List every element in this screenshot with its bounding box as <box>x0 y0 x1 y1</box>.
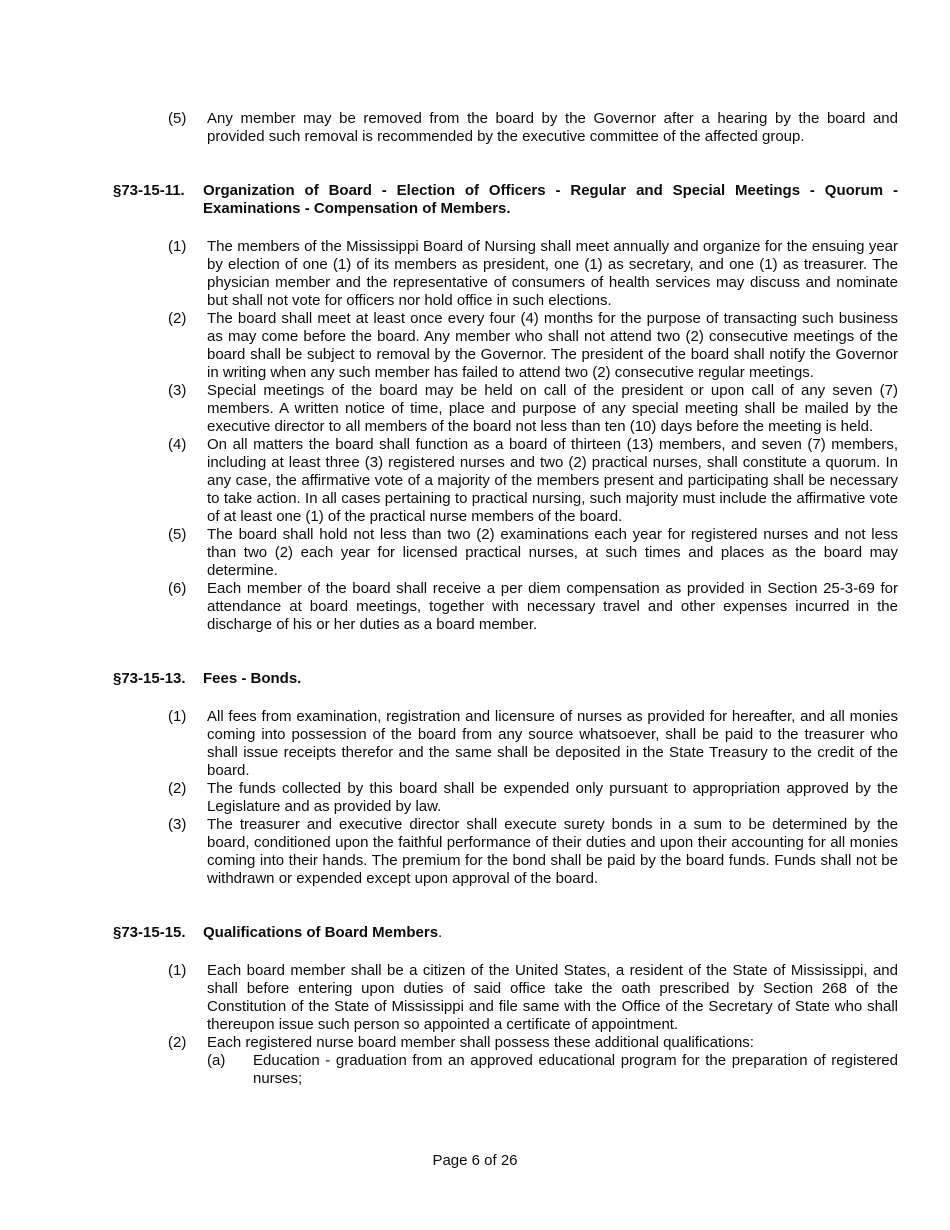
list-item <box>168 382 898 436</box>
item-number: (3) <box>168 382 187 399</box>
item-text <box>207 1034 898 1088</box>
section-heading <box>113 924 898 942</box>
section-heading <box>113 670 898 688</box>
section-list <box>168 238 898 634</box>
item-number: (5) <box>168 526 187 543</box>
subitem-letter: (a) <box>207 1052 226 1069</box>
item-text: All fees from examination, registration and licensure of nurses as provided for hereafter, and all monies coming into possession of the board from any source whatsoever, shall be paid to the treasurer who shall issue receipts therefor and the same shall be deposited in the State Treasury to the credit of the board. <box>207 708 898 779</box>
item-text: The treasurer and executive director shall execute surety bonds in a sum to be determined by the board, conditioned upon the faithful performance of their duties and upon their accounting for all monies coming into their hands. The premium for the bond shall be paid by the board funds. Funds shall not be withdrawn or expended except upon approval of the board. <box>207 816 898 887</box>
list-item <box>168 310 898 382</box>
section-heading <box>113 182 898 218</box>
item-text-line: Each registered nurse board member shall possess these additional qualifications: <box>207 1034 754 1051</box>
item-text: The board shall hold not less than two (2) examinations each year for registered nurses and not less than two (2) each year for licensed practical nurses, at such times and places as the board may determine. <box>207 526 898 579</box>
section-number: §73-15-15. <box>113 924 186 941</box>
item-number: (1) <box>168 962 187 979</box>
item-number: (4) <box>168 436 187 453</box>
item-number: (1) <box>168 708 187 725</box>
item-number: (3) <box>168 816 187 833</box>
item-text: The funds collected by this board shall be expended only pursuant to appropriation approved by the Legislature and as provided by law. <box>207 780 898 815</box>
section-title-suffix: . <box>438 924 443 941</box>
list-item <box>168 708 898 780</box>
item-text: The board shall meet at least once every four (4) months for the purpose of transacting such business as may come before the board. Any member who shall not attend two (2) consecutive meetings of the board shall be subject to removal by the Governor. The president of the board shall notify the Governor in writing when any such member has failed to attend two (2) consecutive regular meetings. <box>207 310 898 381</box>
section-title: Fees - Bonds. <box>203 670 302 687</box>
item-number: (1) <box>168 238 187 255</box>
item-number: (2) <box>168 310 187 327</box>
list-item <box>168 110 898 146</box>
page-footer: Page 6 of 26 <box>432 1152 518 1169</box>
list-item <box>168 962 898 1034</box>
item-number: (5) <box>168 110 187 127</box>
item-number: (2) <box>168 1034 187 1051</box>
item-text: Each board member shall be a citizen of the United States, a resident of the State of Mississippi, and shall before entering upon duties of said office take the oath prescribed by Section 268 of the Constitution of the State of Mississippi and file same with the Office of the Secretary of State who shall thereupon issue such person so appointed a certificate of appointment. <box>207 962 898 1033</box>
section-list <box>168 708 898 888</box>
list-item <box>168 1034 898 1088</box>
item-text: Each member of the board shall receive a per diem compensation as provided in Section 25-3-69 for attendance at board meetings, together with necessary travel and other expenses incurred in the discharge of his or her duties as a board member. <box>207 580 898 633</box>
item-text: Special meetings of the board may be held on call of the president or upon call of any seven (7) members. A written notice of time, place and purpose of any special meeting shall be mailed by the executive director to all members of the board not less than ten (10) days before the meeting is held. <box>207 382 898 435</box>
list-item <box>168 580 898 634</box>
item-text: On all matters the board shall function as a board of thirteen (13) members, and seven (7) members, including at least three (3) registered nurses and two (2) practical nurses, shall constitute a quorum. In any case, the affirmative vote of a majority of the members present and participating shall be necessary to take action. In all cases pertaining to practical nursing, such majority must include the affirmative vote of at least one (1) of the practical nurse members of the board. <box>207 436 898 525</box>
section-number: §73-15-13. <box>113 670 186 687</box>
list-item <box>168 816 898 888</box>
list-item <box>168 526 898 580</box>
item-text: Any member may be removed from the board by the Governor after a hearing by the board and provided such removal is recommended by the executive committee of the affected group. <box>207 110 898 145</box>
item-text: The members of the Mississippi Board of Nursing shall meet annually and organize for the ensuing year by election of one (1) of its members as president, one (1) as secretary, and one (1) as treasurer. The physician member and the representative of consumers of health services may discuss and nominate but shall not vote for officers nor hold office in such elections. <box>207 238 898 309</box>
list-item <box>168 238 898 310</box>
section-list <box>168 962 898 1088</box>
list-item <box>168 780 898 816</box>
section-title: Qualifications of Board Members <box>203 924 439 941</box>
item-number: (6) <box>168 580 187 597</box>
section-title: Organization of Board - Election of Officers - Regular and Special Meetings - Quorum - Examinations - Compensation of Members. <box>203 182 898 217</box>
sub-list-item <box>207 1052 898 1088</box>
section-number: §73-15-11. <box>113 182 185 199</box>
list-item <box>168 436 898 526</box>
subitem-text: Education - graduation from an approved educational program for the preparation of registered nurses; <box>253 1052 898 1087</box>
intro-list-block <box>168 110 898 146</box>
item-number: (2) <box>168 780 187 797</box>
